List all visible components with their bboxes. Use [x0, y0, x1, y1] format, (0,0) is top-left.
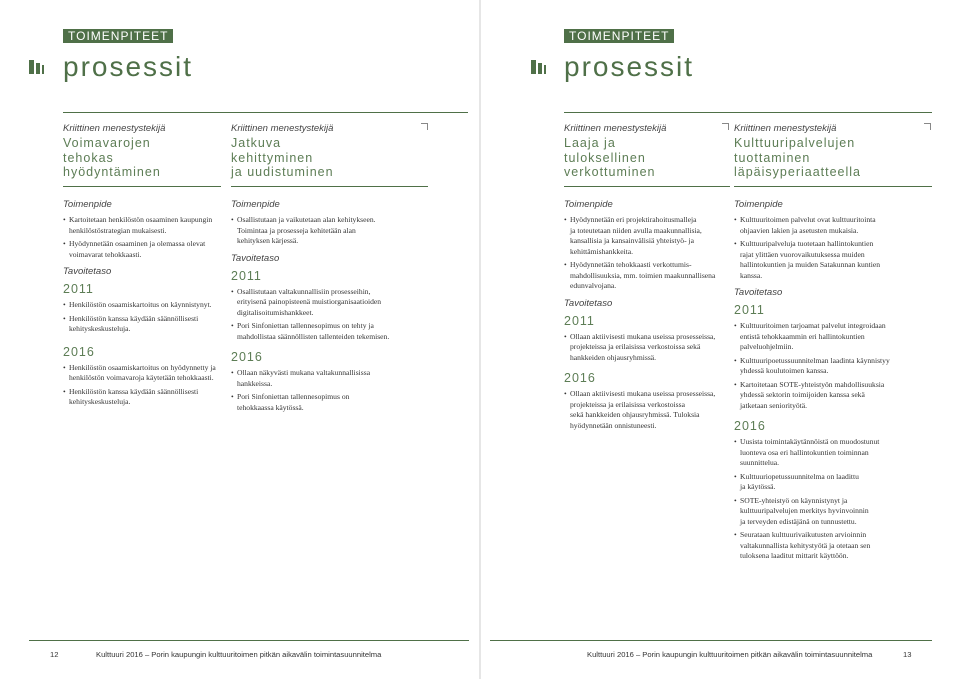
list-item: • Uusista toimintakäytännöistä on muodostunut luonteva osa eri hallintokuntien toiminnan suunnittelua. [734, 437, 909, 469]
column-divider [734, 186, 932, 187]
corner-mark-icon [722, 123, 729, 130]
list-item: • Hyödynnetään eri projektirahoitusmalleja ja toteutetaan niiden avulla maakunnallisia, kansallisia ja kansainvälisiä yhteistyö- ja kehittämishankkeita. [564, 215, 729, 257]
page-title: prosessit [63, 51, 194, 82]
list-item: • Kartoitetaan henkilöstön osaaminen kaupungin henkilöstöstrategian mukaisesti. [63, 215, 223, 236]
list-item: • Osallistutaan ja vaikutetaan alan kehitykseen. Toimintaa ja prosesseja kehitetään alan kehityksen kärjessä. [231, 215, 401, 247]
list-item: • Henkilöstön osaamiskartoitus on hyödynnetty ja henkilöstön voimavaroja käytetään tehokkaasti. [63, 363, 223, 384]
list-item: • Hyödynnetään osaaminen ja olemassa olevat voimavarat tehokkaasti. [63, 239, 223, 260]
right-page [480, 0, 960, 679]
column-content [231, 199, 401, 419]
tavoite-2011-list [231, 287, 401, 343]
list-item: • Hyödynnetään tehokkaasti verkottumis- mahdollisuuksia, mm. toimien maakunnallisena edunvalvojana. [564, 260, 729, 292]
toimenpide-heading: Toimenpide [231, 199, 280, 210]
toimenpide-heading: Toimenpide [564, 199, 613, 210]
year-heading: 2016 [564, 371, 596, 385]
corner-mark-icon [421, 123, 428, 130]
tavoite-2011-list [564, 332, 729, 364]
list-item: • Kulttuuritoimen tarjoamat palvelut integroidaan entistä tehokkaammin eri hallintokuntien palveluohjelmiin. [734, 321, 909, 353]
list-item: • Seurataan kulttuurivaikutusten arvioinnin valtakunnallista kehitystyötä ja otetaan sen tuloksena laaditut mittarit käyttöön. [734, 530, 909, 562]
year-heading: 2011 [564, 313, 595, 328]
year-heading: 2011 [63, 282, 94, 296]
list-item: • Kulttuuripalveluja tuotetaan hallintokuntien rajat ylittäen vuorovaikutuksessa muiden hallintokuntien ja muiden Satakunnan kuntien kanssa. [734, 239, 909, 281]
column-divider [564, 186, 730, 187]
list-item: • Ollaan aktiivisesti mukana useissa prosesseissa, projekteissa ja erilaisissa verkostoissa sekä hankkeiden ohjausryhmissä. Tuloksia hyödynnetään onnistuneesti. [564, 389, 729, 431]
section-marker-icon [29, 60, 47, 74]
page-number: 13 [903, 650, 912, 659]
factor-title: Jatkuva kehittyminen ja uudistuminen [231, 136, 334, 179]
section-marker-icon [531, 60, 549, 74]
category-label: Kriittinen menestystekijä [63, 123, 166, 134]
page-title: prosessit [564, 51, 695, 82]
page-number: 12 [50, 650, 59, 659]
footer-divider [490, 640, 932, 641]
tavoite-2011-list [734, 321, 909, 411]
tavoite-2016-list [231, 368, 401, 413]
tavoitetaso-heading: Tavoitetaso [63, 266, 112, 277]
column-divider [231, 186, 428, 187]
factor-title: Laaja ja tuloksellinen verkottuminen [564, 136, 656, 179]
list-item: • Pori Sinfoniettan tallennesopimus on tehty ja mahdollistaa säännöllisten tallenteiden tekemisen. [231, 321, 401, 342]
list-item: • Henkilöstön osaamiskartoitus on käynnistynyt. [63, 300, 223, 311]
list-item: • SOTE-yhteistyö on käynnistynyt ja kulttuuripalvelujen merkitys hyvinvoinnin ja terveyden edistäjänä on tunnustettu. [734, 496, 909, 528]
toimenpide-list [63, 215, 223, 260]
factor-title: Kulttuuripalvelujen tuottaminen läpäisyperiaatteella [734, 136, 862, 179]
footer-text: Kulttuuri 2016 – Porin kaupungin kulttuuritoimen pitkän aikavälin toimintasuunnitelma [587, 650, 873, 659]
tavoite-2011-list [63, 300, 223, 335]
list-item: • Henkilöstön kanssa käydään säännöllisesti kehityskeskusteluja. [63, 314, 223, 335]
list-item: • Henkilöstön kanssa käydään säännöllisesti kehityskeskusteluja. [63, 387, 223, 408]
corner-mark-icon [924, 123, 931, 130]
year-heading: 2016 [63, 344, 95, 359]
toimenpide-list [564, 215, 729, 292]
title-divider [564, 112, 932, 113]
list-item: • Ollaan näkyvästi mukana valtakunnallisissa hankkeissa. [231, 368, 401, 389]
list-item: • Kulttuuripoetussuunnitelman laadinta käynnistyy yhdessä koulutoimen kanssa. [734, 356, 909, 377]
tavoite-2016-list [63, 363, 223, 408]
list-item: • Osallistutaan valtakunnallisiin prosesseihin, erityisenä painopisteenä muistiorganisaatioiden digitalisoitumishankkeet. [231, 287, 401, 319]
category-label: Kriittinen menestystekijä [734, 123, 837, 134]
year-heading: 2011 [231, 268, 262, 283]
title-divider [63, 112, 468, 113]
tavoitetaso-heading: Tavoitetaso [231, 252, 280, 264]
tavoitetaso-heading: Tavoitetaso [564, 297, 613, 309]
category-label: Kriittinen menestystekijä [564, 123, 667, 134]
footer-text: Kulttuuri 2016 – Porin kaupungin kulttuuritoimen pitkän aikavälin toimintasuunnitelma [96, 650, 382, 659]
toimenpide-heading: Toimenpide [734, 199, 783, 210]
year-heading: 2011 [734, 303, 765, 317]
factor-title: Voimavarojen tehokas hyödyntäminen [63, 136, 161, 179]
section-banner: TOIMENPITEET [63, 29, 173, 43]
tavoitetaso-heading: Tavoitetaso [734, 287, 783, 298]
toimenpide-list [734, 215, 909, 281]
year-heading: 2016 [734, 419, 766, 433]
category-label: Kriittinen menestystekijä [231, 123, 334, 134]
list-item: • Ollaan aktiivisesti mukana useissa prosesseissa, projekteissa ja erilaisissa verkostoissa sekä hankkeiden ohjausryhmissä. [564, 332, 729, 364]
year-heading: 2016 [231, 350, 263, 364]
list-item: • Kartoitetaan SOTE-yhteistyön mahdollisuuksia yhdessä sektorin toimijoiden kanssa sekä jatketaan seniorityötä. [734, 380, 909, 412]
column-content [564, 199, 729, 437]
list-item: • Kulttuuriopetussuunnitelma on laadittu ja käytössä. [734, 472, 909, 493]
column-content [734, 199, 909, 568]
list-item: • Pori Sinfoniettan tallennesopimus on tehokkaassa käytössä. [231, 392, 401, 413]
column-content [63, 199, 223, 414]
column-divider [63, 186, 221, 187]
toimenpide-list [231, 215, 401, 247]
footer-divider [29, 640, 469, 641]
tavoite-2016-list [564, 389, 729, 431]
toimenpide-heading: Toimenpide [63, 199, 112, 210]
tavoite-2016-list [734, 437, 909, 562]
list-item: • Kulttuuritoimen palvelut ovat kulttuuritointa ohjaavien lakien ja asetusten mukaisia. [734, 215, 909, 236]
section-banner: TOIMENPITEET [564, 29, 674, 43]
